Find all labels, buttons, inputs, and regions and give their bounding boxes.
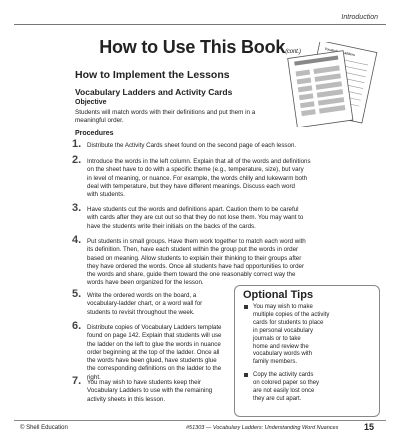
tip-line: are not easily lost once <box>253 387 315 394</box>
bullet-icon <box>244 305 248 309</box>
step-line: vocabulary-ladder chart, or a word wall for <box>87 300 203 308</box>
section-heading: How to Implement the Lessons <box>75 69 230 81</box>
step-text <box>87 292 202 317</box>
page-number: 15 <box>363 422 374 432</box>
step-line: order beginning at the top of the ladder. Once all <box>87 348 220 356</box>
tip-line: family members. <box>253 359 298 366</box>
step-line: You may wish to have students keep their <box>87 379 201 386</box>
section-label: Introduction <box>341 14 378 21</box>
tip-line: journals or to take <box>253 335 301 342</box>
objective-text: Students will match words with their definitions and put them in a meaningful order. <box>75 109 256 125</box>
procedures-heading: Procedures <box>75 130 114 137</box>
tip-line: multiple copies of the activity <box>253 311 330 318</box>
step-number: 3. <box>72 202 82 214</box>
step-line: students to revisit throughout the week. <box>87 308 195 316</box>
tip-line: You may wish to make <box>253 304 313 310</box>
step-line: Distribute the Activity Cards sheet found on the second page of each lesson. <box>87 142 297 149</box>
tip-line: in personal vocabulary <box>253 327 314 334</box>
tip-line: on colored paper so they <box>253 379 320 386</box>
step-text <box>87 158 311 199</box>
tip-line: they are cut apart. <box>253 395 302 402</box>
step-line: have the students write their initials on the backs of the cards. <box>87 222 256 230</box>
step-line: on the sheet have to do with a specific theme (e.g., temperature, size), but vary <box>87 166 304 174</box>
step-line: Vocabulary Ladders to use with the remaining <box>87 387 213 395</box>
tip-line: home and review the <box>253 343 309 350</box>
step-text <box>87 324 222 382</box>
step-text <box>87 379 212 404</box>
tip-item <box>244 372 343 404</box>
page-title-cont: (cont.) <box>285 49 301 55</box>
bullet-icon <box>244 373 248 377</box>
step-line: the corresponding definitions on the ladder to the <box>87 365 222 373</box>
tip-line: vocabulary words with <box>253 351 313 358</box>
step-number: 7. <box>72 375 82 387</box>
step-line: with cards after they are cut out so that they do not lose them. You may want to <box>87 214 304 222</box>
tip-line: Copy the activity cards <box>253 372 314 378</box>
step-line: its definition. Then, have each student within the group put the words in order <box>87 246 299 254</box>
tips-title: Optional Tips <box>243 289 314 301</box>
step-line: the words and share, guide them toward the one reasonably correct way the <box>87 271 296 279</box>
step-line: activity sheets in this lesson. <box>87 395 166 403</box>
step-line: Put students in small groups. Have them work together to match each word with <box>87 238 306 245</box>
tip-item <box>244 304 343 367</box>
subsection-heading: Vocabulary Ladders and Activity Cards <box>75 87 233 97</box>
page-title-main: How to Use This Book <box>99 37 286 57</box>
step-line: words have been organized for the lesson. <box>87 279 204 287</box>
step-number: 2. <box>72 154 82 166</box>
step-line: in level of meaning, or nuance. For example, the words chilly and lukewarm both <box>87 174 308 182</box>
step-text <box>87 238 306 288</box>
step-line: the words have been glued, have students glue <box>87 357 217 365</box>
header-divider <box>14 24 386 25</box>
step-text <box>87 142 296 150</box>
tip-line: cards for students to place <box>253 319 324 326</box>
step-number: 1. <box>72 138 82 150</box>
worksheet-title-back: Vocabulary Ladders <box>324 46 356 58</box>
step-line: the ladder on the left to glue the words in nuance <box>87 340 221 348</box>
step-text <box>87 206 303 231</box>
step-number: 6. <box>72 320 82 332</box>
worksheet-thumbnails-image <box>282 42 382 127</box>
step-line: right. <box>87 373 101 381</box>
step-number: 5. <box>72 288 82 300</box>
step-line: based on meaning. Allow students to explain their thinking to their groups after <box>87 254 302 262</box>
step-line: found on page 142. Explain that students will use <box>87 332 222 340</box>
step-line: Write the ordered words on the board, a <box>87 292 197 299</box>
step-number: 4. <box>72 234 82 246</box>
footer-publisher: © Shell Education <box>20 425 68 431</box>
footer-divider <box>14 420 386 421</box>
step-line: Introduce the words in the left column. Explain that all of the words and definitions <box>87 158 311 165</box>
step-line: with students. <box>87 191 125 199</box>
footer-book-title: #51303 — Vocabulary Ladders: Understanding Word Nuances <box>186 425 339 431</box>
step-line: Distribute copies of Vocabulary Ladders template <box>87 324 222 331</box>
step-line: deal with temperature, but they have different meanings. Discuss each word <box>87 182 295 190</box>
step-line: Have students cut the words and definitions apart. Caution them to be careful <box>87 206 299 213</box>
step-line: they have ordered the words. Once all students have had opportunities to order <box>87 262 305 270</box>
objective-heading: Objective <box>75 99 107 106</box>
